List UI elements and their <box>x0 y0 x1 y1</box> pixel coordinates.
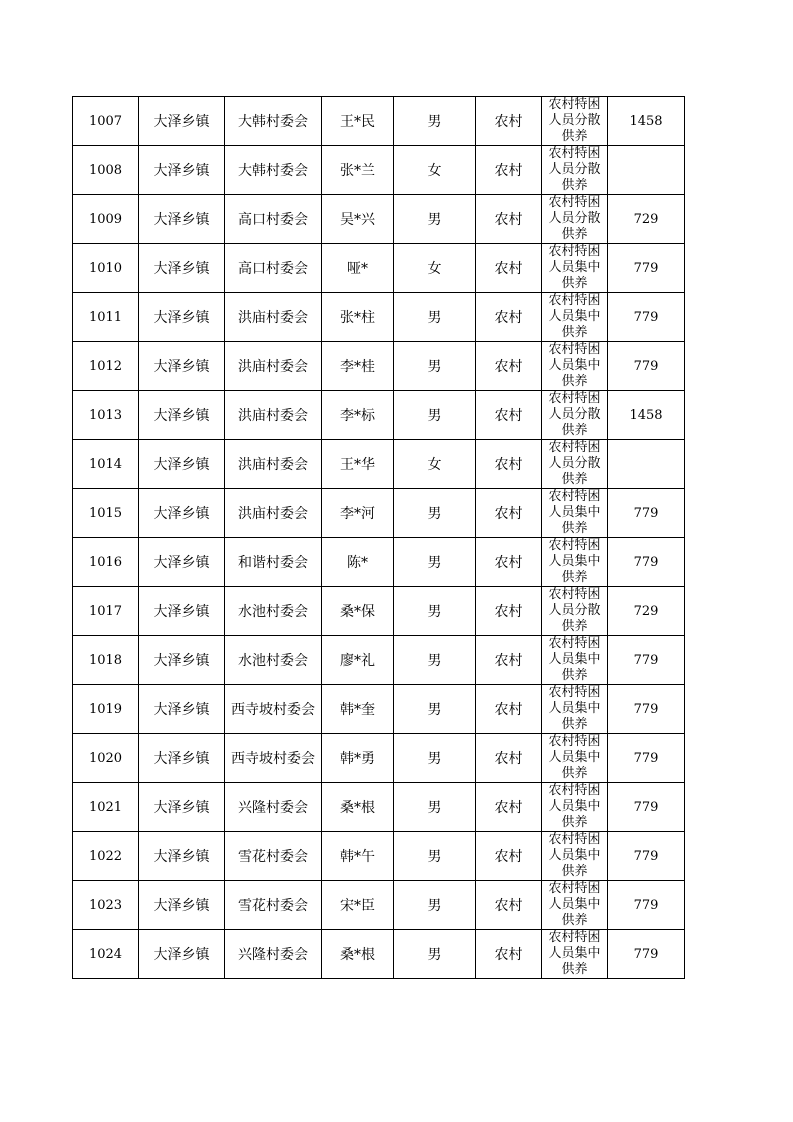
table-row <box>73 244 685 293</box>
type-cell <box>542 195 608 244</box>
table-row <box>73 342 685 391</box>
town-cell: 大泽乡镇 <box>139 538 225 587</box>
table-row <box>73 685 685 734</box>
type-cell <box>542 587 608 636</box>
area-cell: 农村 <box>476 195 542 244</box>
type-text: 农村特困人员集中供养 <box>548 734 601 781</box>
type-cell <box>542 489 608 538</box>
amount-cell: 779 <box>608 636 685 685</box>
type-text: 农村特困人员分散供养 <box>548 440 601 487</box>
id-cell: 1019 <box>73 685 139 734</box>
amount-cell: 779 <box>608 538 685 587</box>
village-cell: 西寺坡村委会 <box>225 734 322 783</box>
gender-cell: 男 <box>394 685 476 734</box>
name-cell: 韩*奎 <box>322 685 394 734</box>
name-cell: 韩*勇 <box>322 734 394 783</box>
town-cell: 大泽乡镇 <box>139 97 225 146</box>
amount-cell: 729 <box>608 587 685 636</box>
town-cell: 大泽乡镇 <box>139 391 225 440</box>
type-text: 农村特困人员集中供养 <box>548 244 601 291</box>
name-cell: 王*民 <box>322 97 394 146</box>
gender-cell: 男 <box>394 636 476 685</box>
id-cell: 1021 <box>73 783 139 832</box>
amount-cell: 779 <box>608 489 685 538</box>
gender-cell: 男 <box>394 783 476 832</box>
amount-cell: 779 <box>608 685 685 734</box>
id-cell: 1007 <box>73 97 139 146</box>
id-cell: 1011 <box>73 293 139 342</box>
type-text: 农村特困人员集中供养 <box>548 881 601 928</box>
table-row <box>73 636 685 685</box>
amount-cell: 729 <box>608 195 685 244</box>
id-cell: 1009 <box>73 195 139 244</box>
name-cell: 哑* <box>322 244 394 293</box>
table-row <box>73 146 685 195</box>
amount-cell: 779 <box>608 930 685 979</box>
type-text: 农村特困人员分散供养 <box>548 146 601 193</box>
gender-cell: 男 <box>394 832 476 881</box>
town-cell: 大泽乡镇 <box>139 342 225 391</box>
type-cell <box>542 342 608 391</box>
type-text: 农村特困人员集中供养 <box>548 930 601 977</box>
table-row <box>73 97 685 146</box>
amount-cell: 779 <box>608 734 685 783</box>
type-cell <box>542 146 608 195</box>
village-cell: 洪庙村委会 <box>225 391 322 440</box>
name-cell: 陈* <box>322 538 394 587</box>
id-cell: 1010 <box>73 244 139 293</box>
village-cell: 大韩村委会 <box>225 146 322 195</box>
type-cell <box>542 440 608 489</box>
table-row <box>73 734 685 783</box>
area-cell: 农村 <box>476 881 542 930</box>
area-cell: 农村 <box>476 146 542 195</box>
town-cell: 大泽乡镇 <box>139 636 225 685</box>
table-row <box>73 440 685 489</box>
table-row <box>73 195 685 244</box>
name-cell: 韩*午 <box>322 832 394 881</box>
town-cell: 大泽乡镇 <box>139 587 225 636</box>
type-text: 农村特困人员集中供养 <box>548 489 601 536</box>
type-text: 农村特困人员集中供养 <box>548 832 601 879</box>
town-cell: 大泽乡镇 <box>139 440 225 489</box>
type-cell <box>542 881 608 930</box>
village-cell: 洪庙村委会 <box>225 342 322 391</box>
amount-cell: 779 <box>608 342 685 391</box>
type-text: 农村特困人员集中供养 <box>548 783 601 830</box>
id-cell: 1023 <box>73 881 139 930</box>
gender-cell: 男 <box>394 881 476 930</box>
table-row <box>73 538 685 587</box>
village-cell: 水池村委会 <box>225 636 322 685</box>
gender-cell: 男 <box>394 391 476 440</box>
type-cell <box>542 636 608 685</box>
amount-cell <box>608 440 685 489</box>
name-cell: 王*华 <box>322 440 394 489</box>
type-text: 农村特困人员分散供养 <box>548 195 601 242</box>
village-cell: 洪庙村委会 <box>225 489 322 538</box>
name-cell: 桑*根 <box>322 930 394 979</box>
gender-cell: 男 <box>394 97 476 146</box>
type-text: 农村特困人员分散供养 <box>548 97 601 144</box>
table-row <box>73 391 685 440</box>
gender-cell: 男 <box>394 293 476 342</box>
type-text: 农村特困人员集中供养 <box>548 342 601 389</box>
gender-cell: 男 <box>394 930 476 979</box>
town-cell: 大泽乡镇 <box>139 489 225 538</box>
town-cell: 大泽乡镇 <box>139 146 225 195</box>
type-text: 农村特困人员分散供养 <box>548 391 601 438</box>
area-cell: 农村 <box>476 440 542 489</box>
name-cell: 宋*臣 <box>322 881 394 930</box>
id-cell: 1012 <box>73 342 139 391</box>
town-cell: 大泽乡镇 <box>139 244 225 293</box>
name-cell: 李*桂 <box>322 342 394 391</box>
table-row <box>73 293 685 342</box>
amount-cell <box>608 146 685 195</box>
gender-cell: 男 <box>394 342 476 391</box>
type-cell <box>542 293 608 342</box>
area-cell: 农村 <box>476 293 542 342</box>
type-text: 农村特困人员集中供养 <box>548 538 601 585</box>
gender-cell: 男 <box>394 489 476 538</box>
type-text: 农村特困人员分散供养 <box>548 587 601 634</box>
name-cell: 桑*根 <box>322 783 394 832</box>
id-cell: 1015 <box>73 489 139 538</box>
table-row <box>73 783 685 832</box>
town-cell: 大泽乡镇 <box>139 685 225 734</box>
town-cell: 大泽乡镇 <box>139 293 225 342</box>
table-row <box>73 832 685 881</box>
area-cell: 农村 <box>476 244 542 293</box>
id-cell: 1008 <box>73 146 139 195</box>
village-cell: 兴隆村委会 <box>225 783 322 832</box>
type-cell <box>542 97 608 146</box>
id-cell: 1013 <box>73 391 139 440</box>
village-cell: 水池村委会 <box>225 587 322 636</box>
id-cell: 1020 <box>73 734 139 783</box>
area-cell: 农村 <box>476 391 542 440</box>
gender-cell: 女 <box>394 146 476 195</box>
id-cell: 1014 <box>73 440 139 489</box>
area-cell: 农村 <box>476 587 542 636</box>
village-cell: 大韩村委会 <box>225 97 322 146</box>
table-row <box>73 930 685 979</box>
area-cell: 农村 <box>476 832 542 881</box>
area-cell: 农村 <box>476 930 542 979</box>
village-cell: 雪花村委会 <box>225 881 322 930</box>
type-text: 农村特困人员集中供养 <box>548 293 601 340</box>
id-cell: 1018 <box>73 636 139 685</box>
village-cell: 和谐村委会 <box>225 538 322 587</box>
town-cell: 大泽乡镇 <box>139 881 225 930</box>
id-cell: 1017 <box>73 587 139 636</box>
town-cell: 大泽乡镇 <box>139 783 225 832</box>
table-row <box>73 489 685 538</box>
amount-cell: 1458 <box>608 391 685 440</box>
amount-cell: 779 <box>608 832 685 881</box>
area-cell: 农村 <box>476 489 542 538</box>
id-cell: 1016 <box>73 538 139 587</box>
name-cell: 张*兰 <box>322 146 394 195</box>
area-cell: 农村 <box>476 734 542 783</box>
type-cell <box>542 244 608 293</box>
name-cell: 李*标 <box>322 391 394 440</box>
table-row <box>73 881 685 930</box>
amount-cell: 1458 <box>608 97 685 146</box>
name-cell: 张*柱 <box>322 293 394 342</box>
type-text: 农村特困人员集中供养 <box>548 636 601 683</box>
gender-cell: 女 <box>394 244 476 293</box>
gender-cell: 男 <box>394 195 476 244</box>
town-cell: 大泽乡镇 <box>139 734 225 783</box>
amount-cell: 779 <box>608 881 685 930</box>
village-cell: 洪庙村委会 <box>225 293 322 342</box>
area-cell: 农村 <box>476 342 542 391</box>
type-cell <box>542 832 608 881</box>
type-cell <box>542 538 608 587</box>
type-cell <box>542 930 608 979</box>
area-cell: 农村 <box>476 636 542 685</box>
type-text: 农村特困人员集中供养 <box>548 685 601 732</box>
id-cell: 1022 <box>73 832 139 881</box>
town-cell: 大泽乡镇 <box>139 832 225 881</box>
type-cell <box>542 391 608 440</box>
type-cell <box>542 734 608 783</box>
town-cell: 大泽乡镇 <box>139 930 225 979</box>
amount-cell: 779 <box>608 244 685 293</box>
village-cell: 洪庙村委会 <box>225 440 322 489</box>
type-cell <box>542 783 608 832</box>
area-cell: 农村 <box>476 97 542 146</box>
area-cell: 农村 <box>476 538 542 587</box>
type-cell <box>542 685 608 734</box>
area-cell: 农村 <box>476 685 542 734</box>
gender-cell: 男 <box>394 734 476 783</box>
name-cell: 桑*保 <box>322 587 394 636</box>
amount-cell: 779 <box>608 783 685 832</box>
name-cell: 廖*礼 <box>322 636 394 685</box>
village-cell: 兴隆村委会 <box>225 930 322 979</box>
amount-cell: 779 <box>608 293 685 342</box>
gender-cell: 男 <box>394 538 476 587</box>
table-row <box>73 587 685 636</box>
gender-cell: 女 <box>394 440 476 489</box>
table-body <box>73 97 685 979</box>
id-cell: 1024 <box>73 930 139 979</box>
records-table <box>72 96 685 979</box>
village-cell: 雪花村委会 <box>225 832 322 881</box>
area-cell: 农村 <box>476 783 542 832</box>
village-cell: 高口村委会 <box>225 195 322 244</box>
village-cell: 西寺坡村委会 <box>225 685 322 734</box>
village-cell: 高口村委会 <box>225 244 322 293</box>
town-cell: 大泽乡镇 <box>139 195 225 244</box>
gender-cell: 男 <box>394 587 476 636</box>
name-cell: 李*河 <box>322 489 394 538</box>
name-cell: 吴*兴 <box>322 195 394 244</box>
